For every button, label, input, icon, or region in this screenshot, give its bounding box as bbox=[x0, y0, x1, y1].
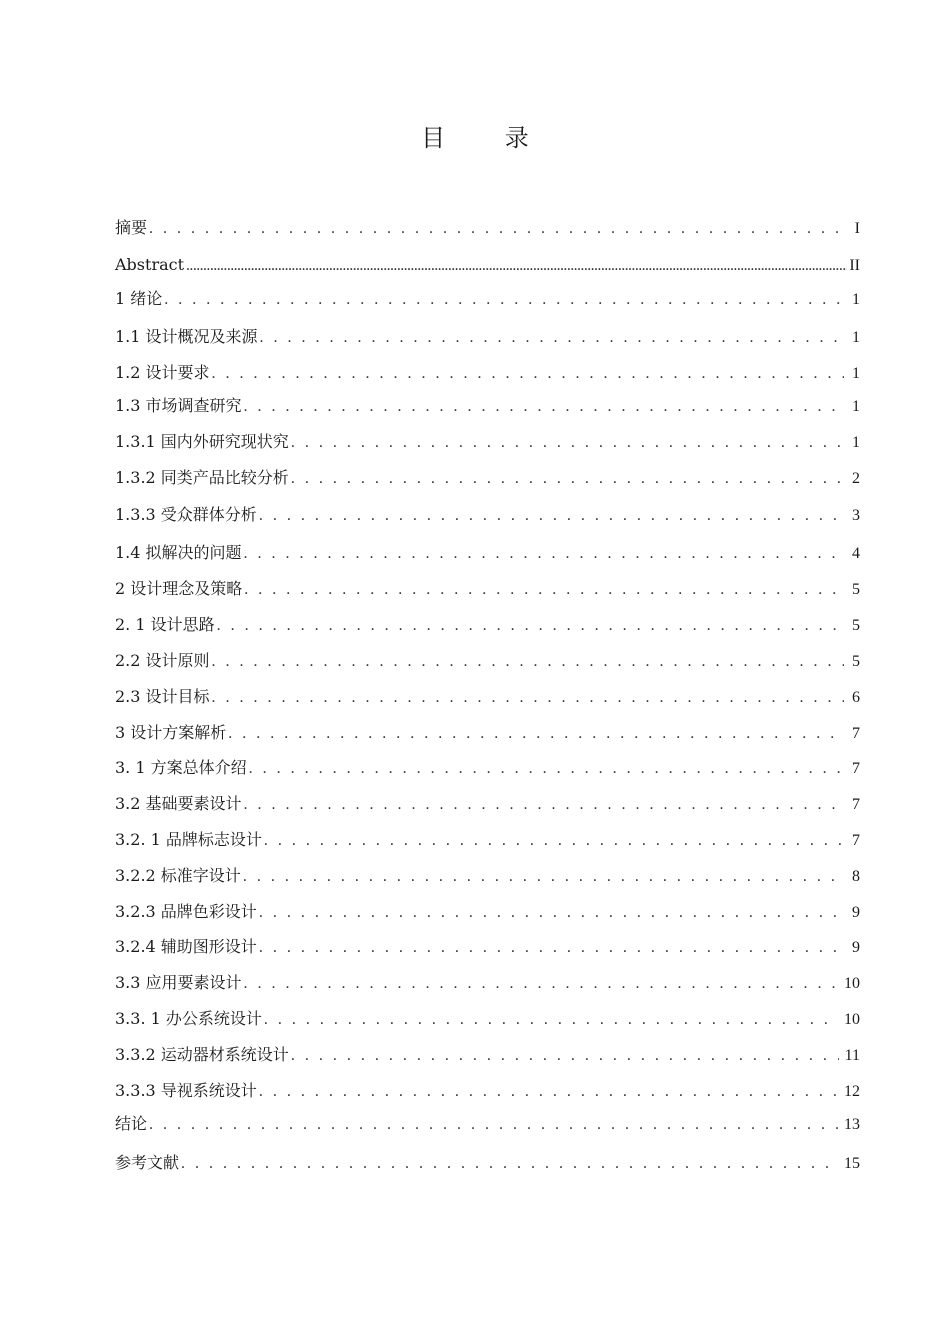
toc-entry-page: 1 bbox=[852, 291, 860, 308]
toc-entry[interactable] bbox=[115, 649, 860, 673]
toc-entry[interactable] bbox=[115, 394, 860, 418]
toc-entry[interactable] bbox=[115, 1079, 860, 1103]
toc-entry-label: 1.3.2 同类产品比较分析 bbox=[115, 468, 289, 487]
toc-entry-label: 3.3 应用要素设计 bbox=[115, 973, 242, 992]
toc-dot-leader bbox=[212, 362, 844, 386]
toc-entry-label: 2 设计理念及策略 bbox=[115, 579, 243, 598]
toc-dot-leader bbox=[212, 686, 844, 710]
toc-dot-leader bbox=[164, 288, 844, 312]
toc-entry-page: 7 bbox=[852, 832, 860, 849]
toc-entry[interactable] bbox=[115, 287, 860, 311]
toc-entry[interactable] bbox=[115, 503, 860, 527]
toc-dot-leader bbox=[249, 757, 844, 781]
toc-entry[interactable] bbox=[115, 900, 860, 924]
toc-entry-page: 10 bbox=[844, 1011, 860, 1028]
toc-dot-leader bbox=[264, 829, 844, 853]
toc-entry-page: 13 bbox=[844, 1116, 860, 1133]
toc-dot-leader bbox=[291, 467, 844, 491]
toc-entry-label: 3.2. 1 品牌标志设计 bbox=[115, 830, 262, 849]
toc-dot-leader bbox=[291, 1044, 839, 1068]
toc-entry-page: 1 bbox=[852, 365, 860, 382]
toc-entry-page: 7 bbox=[852, 796, 860, 813]
toc-entry[interactable] bbox=[115, 613, 860, 637]
toc-entry[interactable] bbox=[115, 792, 860, 816]
toc-entry[interactable] bbox=[115, 1112, 860, 1136]
toc-entry[interactable] bbox=[115, 864, 860, 888]
toc-entry-page: 1 bbox=[852, 398, 860, 415]
toc-entry-page: 5 bbox=[852, 617, 860, 634]
toc-dot-leader bbox=[244, 542, 844, 566]
toc-entry-page: 12 bbox=[844, 1083, 860, 1100]
toc-entry-page: 15 bbox=[844, 1155, 860, 1172]
toc-entry-label: 1.3.3 受众群体分析 bbox=[115, 505, 257, 524]
toc-dot-leader bbox=[259, 936, 844, 960]
toc-entry-label: 3. 1 方案总体介绍 bbox=[115, 758, 247, 777]
toc-entry[interactable] bbox=[115, 1151, 860, 1175]
toc-entry-label: 3.3.3 导视系统设计 bbox=[115, 1081, 257, 1100]
table-of-contents bbox=[115, 0, 860, 1344]
toc-entry[interactable] bbox=[115, 721, 860, 745]
toc-entry-label: 1 绪论 bbox=[115, 289, 163, 308]
toc-dot-leader bbox=[291, 431, 844, 455]
toc-entry[interactable] bbox=[115, 430, 860, 454]
toc-entry-page: 3 bbox=[852, 507, 860, 524]
toc-entry-page: 1 bbox=[852, 329, 860, 346]
toc-entry-page: 9 bbox=[852, 939, 860, 956]
page-title: 目 录 bbox=[421, 124, 555, 152]
toc-dot-leader bbox=[149, 217, 844, 241]
toc-entry-page: 6 bbox=[852, 689, 860, 706]
toc-entry-page: 11 bbox=[844, 1047, 860, 1064]
toc-entry-label: Abstract bbox=[115, 255, 185, 274]
toc-dot-leader bbox=[217, 614, 844, 638]
toc-entry-label: 结论 bbox=[115, 1114, 148, 1133]
toc-entry-label: 3.2.2 标准字设计 bbox=[115, 866, 241, 885]
toc-dot-leader bbox=[149, 1113, 838, 1137]
toc-entry-label: 3.2.4 辅助图形设计 bbox=[115, 937, 257, 956]
toc-entry[interactable] bbox=[115, 1043, 860, 1067]
toc-dot-leader bbox=[264, 1008, 838, 1032]
toc-dot-leader bbox=[244, 793, 844, 817]
toc-entry[interactable] bbox=[115, 828, 860, 852]
toc-entry-label: 参考文献 bbox=[115, 1153, 180, 1172]
toc-entry-label: 2.3 设计目标 bbox=[115, 687, 210, 706]
toc-entry-label: 1.3.1 国内外研究现状究 bbox=[115, 432, 289, 451]
toc-entry-label: 3.2 基础要素设计 bbox=[115, 794, 242, 813]
toc-entry[interactable] bbox=[115, 361, 860, 385]
toc-entry-page: 8 bbox=[852, 868, 860, 885]
toc-entry-label: 3.3. 1 办公系统设计 bbox=[115, 1009, 262, 1028]
toc-entry-page: 7 bbox=[852, 760, 860, 777]
toc-entry[interactable] bbox=[115, 325, 860, 349]
toc-dot-leader bbox=[228, 722, 844, 746]
toc-entry-label: 1.3 市场调查研究 bbox=[115, 396, 242, 415]
toc-entry-page: 5 bbox=[852, 653, 860, 670]
toc-entry[interactable] bbox=[115, 971, 860, 995]
toc-entry[interactable] bbox=[115, 541, 860, 565]
toc-entry-label: 3.3.2 运动器材系统设计 bbox=[115, 1045, 289, 1064]
toc-entry-label: 1.2 设计要求 bbox=[115, 363, 210, 382]
toc-entry-page: 2 bbox=[852, 470, 860, 487]
toc-entry-label: 3 设计方案解析 bbox=[115, 723, 227, 742]
toc-entry-page: 4 bbox=[852, 545, 860, 562]
toc-entry-page: 1 bbox=[852, 434, 860, 451]
toc-dot-leader bbox=[244, 578, 844, 602]
toc-dot-leader bbox=[212, 650, 844, 674]
toc-entry-page: II bbox=[849, 257, 860, 274]
toc-entry[interactable] bbox=[115, 935, 860, 959]
toc-entry[interactable] bbox=[115, 685, 860, 709]
toc-entry-label: 1.4 拟解决的问题 bbox=[115, 543, 242, 562]
toc-entry-label: 摘要 bbox=[115, 218, 148, 237]
toc-dot-leader bbox=[243, 865, 844, 889]
toc-dot-leader bbox=[186, 254, 847, 278]
toc-dot-leader bbox=[259, 504, 844, 528]
toc-entry[interactable] bbox=[115, 756, 860, 780]
toc-entry-label: 3.2.3 品牌色彩设计 bbox=[115, 902, 257, 921]
toc-entry-page: 7 bbox=[852, 725, 860, 742]
toc-entry-page: I bbox=[854, 220, 860, 237]
toc-entry-page: 9 bbox=[852, 904, 860, 921]
toc-dot-leader bbox=[244, 972, 838, 996]
toc-entry-label: 1.1 设计概况及来源 bbox=[115, 327, 258, 346]
toc-entry-label: 2. 1 设计思路 bbox=[115, 615, 215, 634]
toc-entry[interactable] bbox=[115, 466, 860, 490]
toc-dot-leader bbox=[259, 1080, 838, 1104]
toc-entry-page: 5 bbox=[852, 581, 860, 598]
toc-entry[interactable] bbox=[115, 253, 860, 277]
toc-entry[interactable] bbox=[115, 1007, 860, 1031]
toc-entry[interactable] bbox=[115, 577, 860, 601]
toc-entry[interactable] bbox=[115, 216, 860, 240]
toc-dot-leader bbox=[244, 395, 844, 419]
toc-entry-label: 2.2 设计原则 bbox=[115, 651, 210, 670]
toc-entry-page: 10 bbox=[844, 975, 860, 992]
toc-dot-leader bbox=[260, 326, 844, 350]
toc-dot-leader bbox=[181, 1152, 838, 1176]
toc-dot-leader bbox=[259, 901, 844, 925]
